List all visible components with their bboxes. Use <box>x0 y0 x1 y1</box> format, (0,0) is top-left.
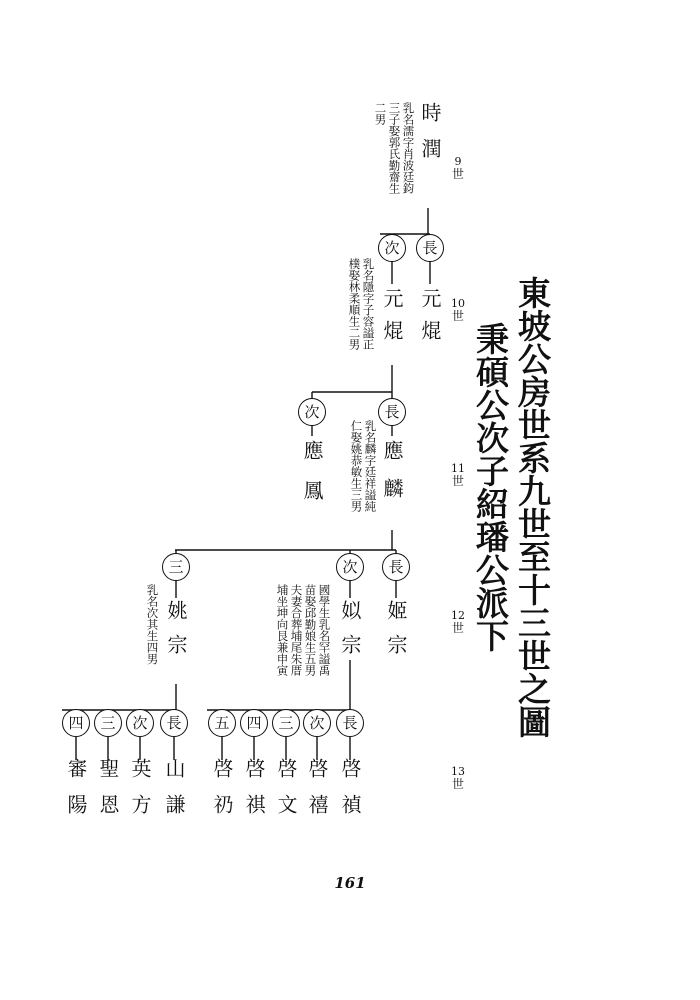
page-title: 東坡公房世系九世至十三世之圖 <box>513 276 552 738</box>
person-name-gen13b-1: 山謙 <box>162 758 186 830</box>
person-note-gen11-1-line2: 仁娶姚恭敏生三男 <box>349 420 364 512</box>
generation-marker-9: 9 世 <box>451 155 464 181</box>
person-note-gen11-1-line1: 乳名麟字廷祥謚純 <box>363 420 378 512</box>
rank-circle-gen13a-5: 五 <box>208 709 236 737</box>
rank-circle-gen13a-4: 四 <box>240 709 268 737</box>
person-note-9-line3: 二男 <box>373 102 388 125</box>
person-name-gen10-1: 元焜 <box>418 288 442 352</box>
person-name-gen12-1: 姬宗 <box>384 600 408 668</box>
rank-circle-gen13a-1: 長 <box>336 709 364 737</box>
person-name-9: 時潤 <box>418 102 442 174</box>
rank-circle-gen13b-1: 長 <box>160 709 188 737</box>
rank-circle-gen12-2: 次 <box>336 553 364 581</box>
person-name-gen13b-3: 聖恩 <box>96 758 120 830</box>
person-note-gen12-2-line3: 夫妻合葬埔尾朱厝 <box>289 584 304 676</box>
person-note-gen12-2-line1: 國學生乳名罕謚禹 <box>317 584 332 676</box>
rank-circle-gen13b-2: 次 <box>126 709 154 737</box>
rank-circle-gen12-1: 長 <box>382 553 410 581</box>
person-name-gen13a-4: 啓祺 <box>242 758 266 830</box>
person-note-gen12-3: 乳名次其生四男 <box>145 584 160 665</box>
rank-circle-gen13a-2: 次 <box>303 709 331 737</box>
rank-circle-gen12-3: 三 <box>162 553 190 581</box>
person-name-gen13a-2: 啓禧 <box>305 758 329 830</box>
person-name-gen12-2: 姒宗 <box>338 600 362 668</box>
generation-marker-12: 12 世 <box>451 609 465 635</box>
person-name-gen12-3: 姚宗 <box>164 600 188 668</box>
generation-marker-11: 11 世 <box>451 462 465 488</box>
rank-circle-gen10-1: 長 <box>416 234 444 262</box>
rank-circle-gen10-2: 次 <box>378 234 406 262</box>
person-note-9-line1: 乳名濡字肖波廷鈞 <box>401 102 416 194</box>
rank-circle-gen13a-3: 三 <box>272 709 300 737</box>
generation-marker-13: 13 世 <box>451 765 465 791</box>
person-note-gen12-2-line4: 埔坐坤向艮兼申寅 <box>275 584 290 676</box>
person-name-gen10-2: 元焜 <box>380 288 404 352</box>
person-note-gen10-2-line2: 樸娶林柔順生二男 <box>347 258 362 350</box>
rank-circle-gen13b-4: 四 <box>62 709 90 737</box>
person-name-gen13b-4: 審陽 <box>64 758 88 830</box>
person-name-gen13a-3: 啓文 <box>274 758 298 830</box>
person-name-gen11-1: 應麟 <box>380 440 404 516</box>
page-subtitle: 秉碩公次子紹璠公派下 <box>471 322 510 652</box>
page-number: 161 <box>334 874 366 892</box>
person-name-gen13a-1: 啓禎 <box>338 758 362 830</box>
rank-circle-gen11-1: 長 <box>378 398 406 426</box>
person-name-gen11-2: 應鳳 <box>300 440 324 520</box>
person-note-9-line2: 三子娶郭氏勤齋生 <box>387 102 402 194</box>
person-name-gen13a-5: 啓礽 <box>210 758 234 830</box>
person-note-gen12-2-line2: 苗娶邱勤娘生五男 <box>303 584 318 676</box>
rank-circle-gen11-2: 次 <box>298 398 326 426</box>
rank-circle-gen13b-3: 三 <box>94 709 122 737</box>
person-name-gen13b-2: 英方 <box>128 758 152 830</box>
person-note-gen10-2-line1: 乳名隱字子容謚正 <box>361 258 376 350</box>
generation-marker-10: 10 世 <box>451 297 465 323</box>
